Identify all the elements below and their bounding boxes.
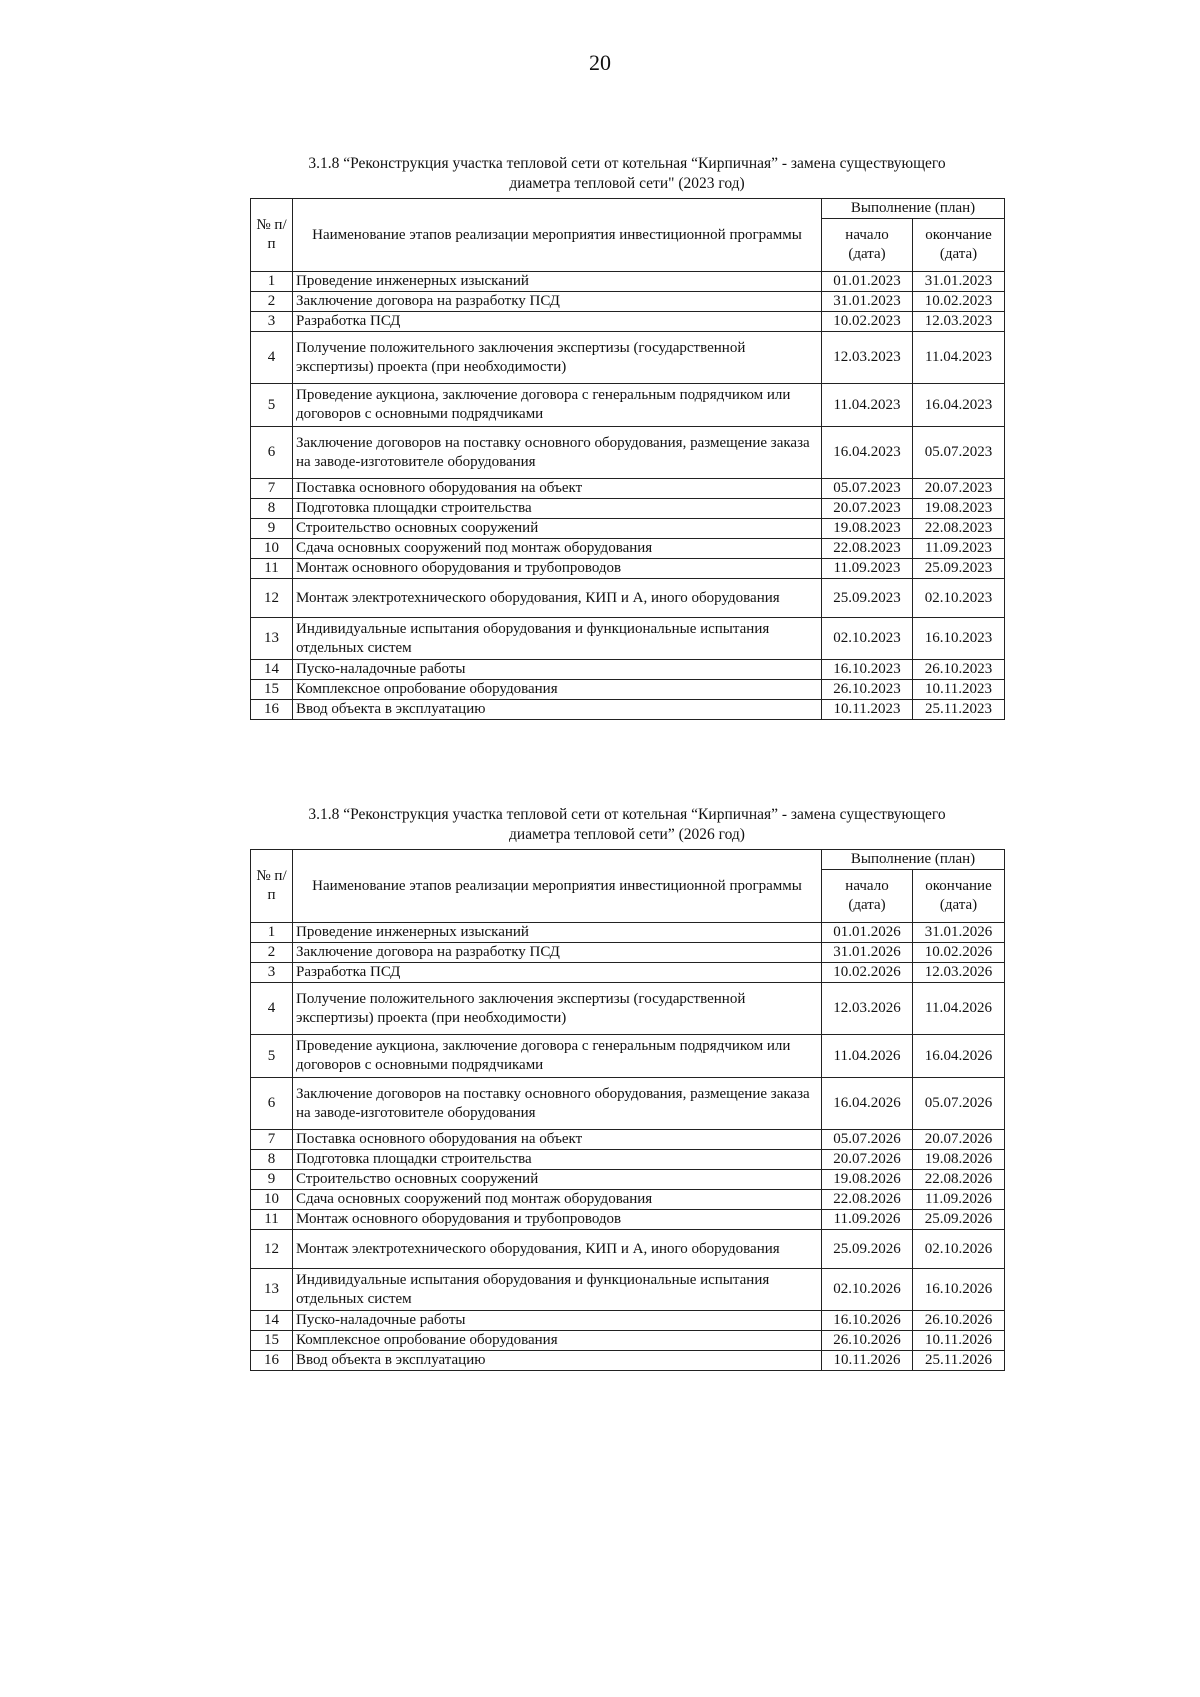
row-number: 13: [251, 618, 293, 660]
row-start-date: 16.04.2023: [822, 427, 913, 479]
page-number: 20: [589, 50, 611, 75]
table-row: [251, 1170, 1005, 1190]
row-end-date: 26.10.2023: [913, 660, 1005, 680]
row-start-date: 11.04.2023: [822, 384, 913, 427]
table-row: [251, 1078, 1005, 1130]
row-start-date: 31.01.2023: [822, 292, 913, 312]
row-stage: Заключение договоров на поставку основного оборудования, размещение заказа на заводе-изготовителе оборудования: [293, 1078, 822, 1130]
row-end-date: 16.04.2023: [913, 384, 1005, 427]
row-stage: Сдача основных сооружений под монтаж оборудования: [293, 539, 822, 559]
table-row: [251, 680, 1005, 700]
row-stage: Получение положительного заключения экспертизы (государственной экспертизы) проекта (при необходимости): [293, 983, 822, 1035]
row-stage: Ввод объекта в эксплуатацию: [293, 1351, 822, 1371]
row-number: 7: [251, 479, 293, 499]
row-number: 10: [251, 539, 293, 559]
row-end-date: 31.01.2023: [913, 272, 1005, 292]
caption-line-2: диаметра тепловой сети" (2023 год): [509, 175, 745, 192]
row-number: 8: [251, 499, 293, 519]
row-stage: Заключение договора на разработку ПСД: [293, 943, 822, 963]
row-start-date: 16.04.2026: [822, 1078, 913, 1130]
table-row: [251, 660, 1005, 680]
row-stage: Комплексное опробование оборудования: [293, 1331, 822, 1351]
schedule-table-2023: [250, 198, 1005, 720]
row-stage: Заключение договора на разработку ПСД: [293, 292, 822, 312]
row-start-date: 26.10.2026: [822, 1331, 913, 1351]
row-end-date: 10.11.2023: [913, 680, 1005, 700]
row-start-date: 11.04.2026: [822, 1035, 913, 1078]
row-end-date: 11.04.2023: [913, 332, 1005, 384]
table-row: [251, 539, 1005, 559]
row-stage: Поставка основного оборудования на объект: [293, 479, 822, 499]
row-stage: Проведение аукциона, заключение договора с генеральным подрядчиком или договоров с основными подрядчиками: [293, 1035, 822, 1078]
row-end-date: 11.09.2026: [913, 1190, 1005, 1210]
row-end-date: 12.03.2023: [913, 312, 1005, 332]
header-end: окончание (дата): [913, 870, 1005, 923]
row-end-date: 26.10.2026: [913, 1311, 1005, 1331]
header-start: начало (дата): [822, 219, 913, 272]
row-stage: Строительство основных сооружений: [293, 1170, 822, 1190]
row-start-date: 31.01.2026: [822, 943, 913, 963]
row-start-date: 12.03.2023: [822, 332, 913, 384]
header-execution: Выполнение (план): [822, 199, 1005, 219]
row-start-date: 12.03.2026: [822, 983, 913, 1035]
header-start: начало (дата): [822, 870, 913, 923]
row-end-date: 25.11.2023: [913, 700, 1005, 720]
row-number: 2: [251, 943, 293, 963]
row-stage: Монтаж основного оборудования и трубопроводов: [293, 1210, 822, 1230]
row-start-date: 11.09.2026: [822, 1210, 913, 1230]
row-number: 16: [251, 1351, 293, 1371]
row-number: 3: [251, 963, 293, 983]
row-end-date: 22.08.2023: [913, 519, 1005, 539]
row-start-date: 05.07.2023: [822, 479, 913, 499]
row-stage: Индивидуальные испытания оборудования и функциональные испытания отдельных систем: [293, 1269, 822, 1311]
row-end-date: 20.07.2023: [913, 479, 1005, 499]
row-number: 11: [251, 559, 293, 579]
row-number: 8: [251, 1150, 293, 1170]
table-row: [251, 963, 1005, 983]
table-row: [251, 559, 1005, 579]
row-number: 4: [251, 332, 293, 384]
row-stage: Проведение инженерных изысканий: [293, 272, 822, 292]
row-stage: Строительство основных сооружений: [293, 519, 822, 539]
row-end-date: 10.02.2023: [913, 292, 1005, 312]
table-row: [251, 1351, 1005, 1371]
row-number: 9: [251, 1170, 293, 1190]
row-end-date: 31.01.2026: [913, 923, 1005, 943]
row-end-date: 02.10.2023: [913, 579, 1005, 618]
row-start-date: 02.10.2026: [822, 1269, 913, 1311]
table-row: [251, 272, 1005, 292]
row-stage: Разработка ПСД: [293, 312, 822, 332]
table-row: [251, 923, 1005, 943]
row-end-date: 11.09.2023: [913, 539, 1005, 559]
row-start-date: 05.07.2026: [822, 1130, 913, 1150]
row-stage: Пуско-наладочные работы: [293, 1311, 822, 1331]
row-start-date: 10.11.2023: [822, 700, 913, 720]
row-start-date: 16.10.2023: [822, 660, 913, 680]
row-number: 9: [251, 519, 293, 539]
table-row: [251, 618, 1005, 660]
row-number: 13: [251, 1269, 293, 1311]
row-end-date: 12.03.2026: [913, 963, 1005, 983]
table-row: [251, 700, 1005, 720]
table-body: [251, 272, 1005, 720]
header-num: № п/п: [251, 850, 293, 923]
row-number: 12: [251, 1230, 293, 1269]
table-row: [251, 1190, 1005, 1210]
row-stage: Проведение аукциона, заключение договора с генеральным подрядчиком или договоров с основными подрядчиками: [293, 384, 822, 427]
row-start-date: 01.01.2023: [822, 272, 913, 292]
header-stage: Наименование этапов реализации мероприятия инвестиционной программы: [293, 850, 822, 923]
row-end-date: 10.11.2026: [913, 1331, 1005, 1351]
table-row: [251, 332, 1005, 384]
table-row: [251, 1130, 1005, 1150]
row-start-date: 25.09.2026: [822, 1230, 913, 1269]
row-stage: Ввод объекта в эксплуатацию: [293, 700, 822, 720]
header-stage: Наименование этапов реализации мероприятия инвестиционной программы: [293, 199, 822, 272]
row-start-date: 02.10.2023: [822, 618, 913, 660]
row-start-date: 25.09.2023: [822, 579, 913, 618]
row-stage: Поставка основного оборудования на объект: [293, 1130, 822, 1150]
row-number: 11: [251, 1210, 293, 1230]
row-start-date: 10.02.2026: [822, 963, 913, 983]
row-start-date: 22.08.2026: [822, 1190, 913, 1210]
row-number: 3: [251, 312, 293, 332]
row-stage: Индивидуальные испытания оборудования и функциональные испытания отдельных систем: [293, 618, 822, 660]
row-number: 10: [251, 1190, 293, 1210]
table-caption: [250, 154, 1004, 194]
schedule-section-2026: [250, 805, 1004, 1371]
row-stage: Подготовка площадки строительства: [293, 1150, 822, 1170]
row-end-date: 19.08.2026: [913, 1150, 1005, 1170]
row-end-date: 25.09.2026: [913, 1210, 1005, 1230]
row-number: 1: [251, 272, 293, 292]
row-number: 15: [251, 680, 293, 700]
row-end-date: 19.08.2023: [913, 499, 1005, 519]
row-number: 4: [251, 983, 293, 1035]
row-end-date: 25.09.2023: [913, 559, 1005, 579]
table-row: [251, 579, 1005, 618]
row-start-date: 11.09.2023: [822, 559, 913, 579]
table-row: [251, 1331, 1005, 1351]
header-num: № п/п: [251, 199, 293, 272]
row-end-date: 20.07.2026: [913, 1130, 1005, 1150]
table-row: [251, 983, 1005, 1035]
table-row: [251, 1230, 1005, 1269]
table-row: [251, 519, 1005, 539]
caption-line-1: 3.1.8 “Реконструкция участка тепловой сети от котельная “Кирпичная” - замена существующего: [308, 806, 946, 823]
row-end-date: 05.07.2023: [913, 427, 1005, 479]
row-number: 16: [251, 700, 293, 720]
row-stage: Получение положительного заключения экспертизы (государственной экспертизы) проекта (при необходимости): [293, 332, 822, 384]
row-end-date: 16.10.2026: [913, 1269, 1005, 1311]
schedule-table-2026: [250, 849, 1005, 1371]
table-row: [251, 1311, 1005, 1331]
table-row: [251, 1150, 1005, 1170]
row-number: 14: [251, 660, 293, 680]
table-body: [251, 923, 1005, 1371]
caption-line-2: диаметра тепловой сети” (2026 год): [509, 826, 745, 843]
row-number: 6: [251, 1078, 293, 1130]
row-stage: Комплексное опробование оборудования: [293, 680, 822, 700]
table-row: [251, 427, 1005, 479]
header-end: окончание (дата): [913, 219, 1005, 272]
row-start-date: 16.10.2026: [822, 1311, 913, 1331]
row-start-date: 19.08.2026: [822, 1170, 913, 1190]
table-row: [251, 1210, 1005, 1230]
row-end-date: 25.11.2026: [913, 1351, 1005, 1371]
row-number: 15: [251, 1331, 293, 1351]
row-number: 1: [251, 923, 293, 943]
row-start-date: 20.07.2026: [822, 1150, 913, 1170]
row-number: 5: [251, 384, 293, 427]
row-number: 5: [251, 1035, 293, 1078]
row-stage: Сдача основных сооружений под монтаж оборудования: [293, 1190, 822, 1210]
row-start-date: 22.08.2023: [822, 539, 913, 559]
row-number: 12: [251, 579, 293, 618]
row-start-date: 19.08.2023: [822, 519, 913, 539]
schedule-section-2023: [250, 154, 1004, 720]
row-start-date: 10.11.2026: [822, 1351, 913, 1371]
row-end-date: 02.10.2026: [913, 1230, 1005, 1269]
row-end-date: 16.04.2026: [913, 1035, 1005, 1078]
row-stage: Монтаж основного оборудования и трубопроводов: [293, 559, 822, 579]
row-number: 14: [251, 1311, 293, 1331]
row-end-date: 10.02.2026: [913, 943, 1005, 963]
row-number: 6: [251, 427, 293, 479]
table-row: [251, 292, 1005, 312]
row-start-date: 20.07.2023: [822, 499, 913, 519]
caption-line-1: 3.1.8 “Реконструкция участка тепловой сети от котельная “Кирпичная” - замена существующего: [308, 155, 946, 172]
table-row: [251, 479, 1005, 499]
row-end-date: 22.08.2026: [913, 1170, 1005, 1190]
row-stage: Монтаж электротехнического оборудования, КИП и А, иного оборудования: [293, 1230, 822, 1269]
row-end-date: 16.10.2023: [913, 618, 1005, 660]
row-number: 7: [251, 1130, 293, 1150]
row-stage: Разработка ПСД: [293, 963, 822, 983]
row-stage: Заключение договоров на поставку основного оборудования, размещение заказа на заводе-изготовителе оборудования: [293, 427, 822, 479]
table-row: [251, 312, 1005, 332]
row-number: 2: [251, 292, 293, 312]
row-end-date: 11.04.2026: [913, 983, 1005, 1035]
header-execution: Выполнение (план): [822, 850, 1005, 870]
row-stage: Проведение инженерных изысканий: [293, 923, 822, 943]
row-start-date: 26.10.2023: [822, 680, 913, 700]
row-stage: Монтаж электротехнического оборудования, КИП и А, иного оборудования: [293, 579, 822, 618]
table-row: [251, 1035, 1005, 1078]
row-start-date: 10.02.2023: [822, 312, 913, 332]
table-row: [251, 943, 1005, 963]
table-caption: [250, 805, 1004, 845]
table-row: [251, 1269, 1005, 1311]
row-stage: Пуско-наладочные работы: [293, 660, 822, 680]
row-start-date: 01.01.2026: [822, 923, 913, 943]
table-row: [251, 499, 1005, 519]
row-end-date: 05.07.2026: [913, 1078, 1005, 1130]
table-row: [251, 384, 1005, 427]
row-stage: Подготовка площадки строительства: [293, 499, 822, 519]
